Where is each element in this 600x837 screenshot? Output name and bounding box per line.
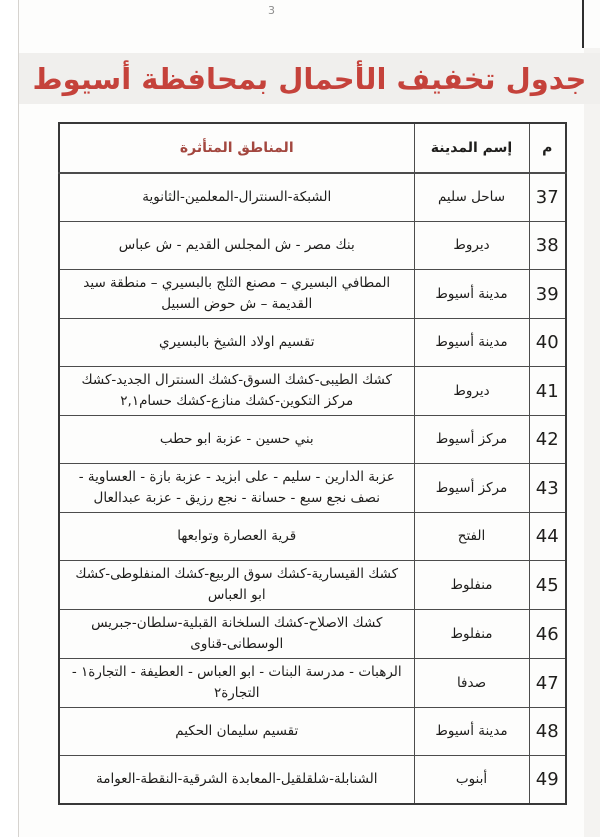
areas-cell: كشك القيسارية-كشك سوق الربيع-كشك المنفلوطى-كشك ابو العباس xyxy=(59,561,414,610)
serial-cell: 49 xyxy=(529,756,566,805)
areas-cell: بني حسين - عزبة ابو حطب xyxy=(59,416,414,464)
serial-cell: 40 xyxy=(529,319,566,367)
table-row xyxy=(59,319,566,367)
serial-cell: 48 xyxy=(529,708,566,756)
areas-cell: الشنابلة-شلقلقيل-المعابدة الشرقية-النقطة-العوامة xyxy=(59,756,414,805)
city-cell: مدينة أسيوط xyxy=(414,319,529,367)
city-cell: منفلوط xyxy=(414,610,529,659)
serial-cell: 41 xyxy=(529,367,566,416)
city-cell: الفتح xyxy=(414,513,529,561)
page-left-margin xyxy=(0,0,18,837)
city-cell: أبنوب xyxy=(414,756,529,805)
city-cell: مركز أسيوط xyxy=(414,416,529,464)
city-cell: مركز أسيوط xyxy=(414,464,529,513)
table-row xyxy=(59,416,566,464)
table-row xyxy=(59,610,566,659)
areas-cell: تقسيم اولاد الشيخ بالبسيري xyxy=(59,319,414,367)
page-edge-line xyxy=(18,0,19,837)
table-row xyxy=(59,708,566,756)
areas-cell: الشبكة-السنترال-المعلمين-الثانوية xyxy=(59,173,414,222)
areas-cell: بنك مصر - ش المجلس القديم - ش عباس xyxy=(59,222,414,270)
areas-cell: المطافي البسيري – مصنع الثلج بالبسيري – منطقة سيد القديمة – ش حوض السبيل xyxy=(59,270,414,319)
city-cell: مدينة أسيوط xyxy=(414,270,529,319)
city-cell: ديروط xyxy=(414,367,529,416)
header-city-name: إسم المدينة xyxy=(414,123,529,173)
city-cell: مدينة أسيوط xyxy=(414,708,529,756)
table-header-row xyxy=(59,123,566,173)
areas-cell: عزبة الدارين - سليم - على ابزيد - عزبة بازة - العساوية - نصف نجع سبع - حسانة - نجع رزيق - عزبة عبدالعال xyxy=(59,464,414,513)
areas-cell: تقسيم سليمان الحكيم xyxy=(59,708,414,756)
table-row xyxy=(59,173,566,222)
city-cell: منفلوط xyxy=(414,561,529,610)
areas-cell: الرهبات - مدرسة البنات - ابو العباس - العطيفة - التجارة١ - التجارة٢ xyxy=(59,659,414,708)
serial-cell: 43 xyxy=(529,464,566,513)
city-cell: ساحل سليم xyxy=(414,173,529,222)
table-row xyxy=(59,270,566,319)
table-row xyxy=(59,756,566,805)
city-cell: صدفا xyxy=(414,659,529,708)
page-number: 3 xyxy=(268,4,275,17)
serial-cell: 38 xyxy=(529,222,566,270)
city-cell: ديروط xyxy=(414,222,529,270)
serial-cell: 46 xyxy=(529,610,566,659)
table-row xyxy=(59,367,566,416)
header-affected-areas: المناطق المتأثرة xyxy=(59,123,414,173)
areas-cell: كشك الاصلاح-كشك السلخانة القبلية-سلطان-جبريس الوسطانى-قناوى xyxy=(59,610,414,659)
table-row xyxy=(59,659,566,708)
table-row xyxy=(59,464,566,513)
table-row xyxy=(59,561,566,610)
load-shedding-table xyxy=(58,122,567,805)
header-serial: م xyxy=(529,123,566,173)
scan-corner-line xyxy=(582,0,584,48)
title-band xyxy=(19,53,600,104)
document-title: جدول تخفيف الأحمال بمحافظة أسيوط xyxy=(32,61,587,96)
serial-cell: 44 xyxy=(529,513,566,561)
serial-cell: 45 xyxy=(529,561,566,610)
serial-cell: 47 xyxy=(529,659,566,708)
table-row xyxy=(59,513,566,561)
serial-cell: 42 xyxy=(529,416,566,464)
areas-cell: قرية العصارة وتوابعها xyxy=(59,513,414,561)
table-row xyxy=(59,222,566,270)
serial-cell: 37 xyxy=(529,173,566,222)
page-right-margin xyxy=(584,48,600,837)
serial-cell: 39 xyxy=(529,270,566,319)
areas-cell: كشك الطيبى-كشك السوق-كشك السنترال الجديد-كشك مركز التكوين-كشك منازع-كشك حسام٢,١ xyxy=(59,367,414,416)
